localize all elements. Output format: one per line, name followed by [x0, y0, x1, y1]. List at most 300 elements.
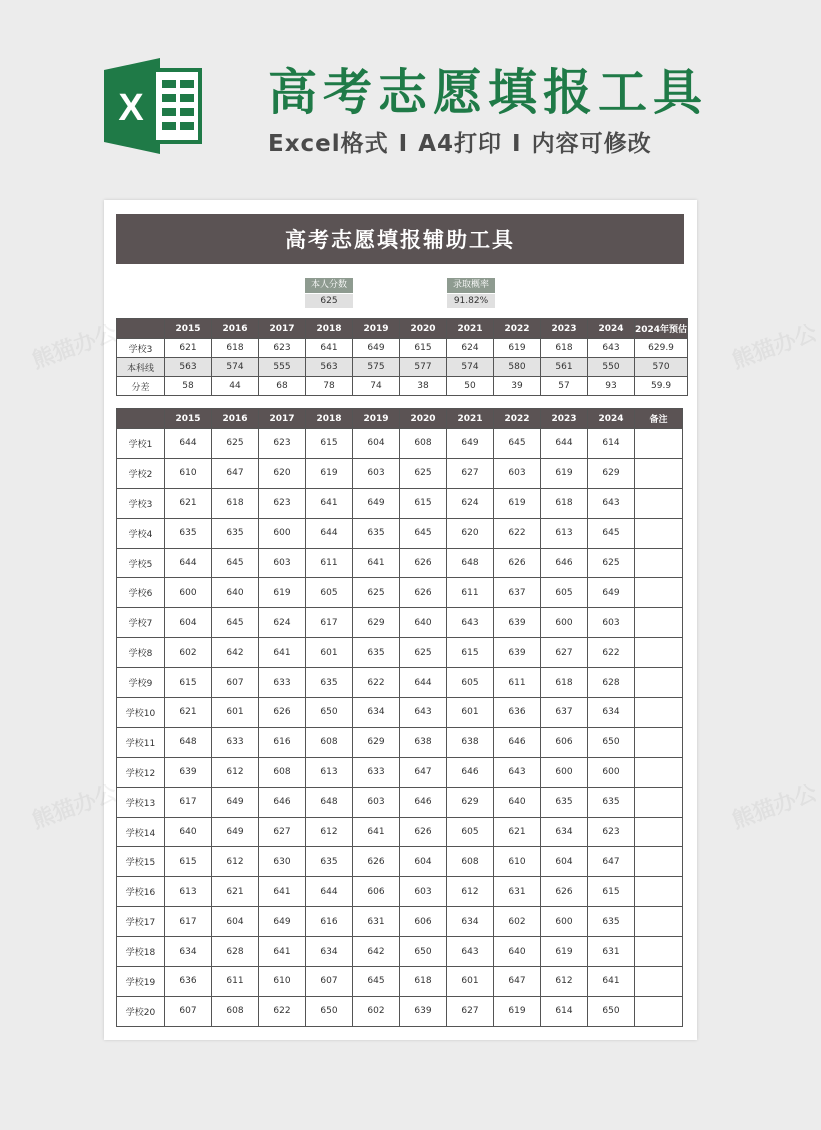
table-cell[interactable]: 619 — [541, 937, 588, 967]
table-cell[interactable]: 646 — [400, 787, 447, 817]
row-label-cell[interactable]: 学校3 — [117, 339, 165, 358]
table-cell[interactable]: 574 — [447, 358, 494, 377]
table-cell[interactable]: 645 — [400, 518, 447, 548]
row-label-cell[interactable]: 学校9 — [117, 668, 165, 698]
table-cell[interactable]: 634 — [588, 698, 635, 728]
table-cell[interactable]: 649 — [212, 817, 259, 847]
table-cell[interactable]: 613 — [165, 877, 212, 907]
row-label-cell[interactable]: 学校5 — [117, 548, 165, 578]
table-cell[interactable]: 600 — [541, 608, 588, 638]
table-cell[interactable]: 626 — [400, 817, 447, 847]
table-cell[interactable]: 645 — [212, 608, 259, 638]
table-cell[interactable]: 615 — [588, 877, 635, 907]
table-cell[interactable]: 621 — [165, 339, 212, 358]
table-cell[interactable]: 617 — [306, 608, 353, 638]
table-cell[interactable] — [635, 608, 683, 638]
table-cell[interactable] — [635, 578, 683, 608]
table-cell[interactable]: 649 — [588, 578, 635, 608]
table-cell[interactable]: 634 — [306, 937, 353, 967]
table-cell[interactable]: 580 — [494, 358, 541, 377]
table-cell[interactable]: 618 — [212, 488, 259, 518]
table-cell[interactable]: 611 — [494, 668, 541, 698]
table-cell[interactable]: 642 — [353, 937, 400, 967]
table-cell[interactable]: 622 — [353, 668, 400, 698]
table-cell[interactable]: 649 — [259, 907, 306, 937]
table-cell[interactable]: 627 — [447, 458, 494, 488]
table-row — [117, 937, 683, 967]
table-cell[interactable]: 633 — [212, 727, 259, 757]
table-cell[interactable]: 649 — [212, 787, 259, 817]
table-cell[interactable]: 644 — [165, 548, 212, 578]
column-header: 2015 — [165, 319, 212, 339]
table-cell[interactable]: 615 — [447, 638, 494, 668]
table-cell[interactable]: 612 — [212, 757, 259, 787]
table-row — [117, 817, 683, 847]
table-cell[interactable]: 603 — [353, 787, 400, 817]
table-cell[interactable]: 631 — [353, 907, 400, 937]
table-cell[interactable]: 644 — [400, 668, 447, 698]
table-cell[interactable]: 635 — [353, 638, 400, 668]
row-label-cell[interactable]: 学校11 — [117, 727, 165, 757]
table-cell[interactable]: 633 — [259, 668, 306, 698]
table-cell[interactable]: 623 — [259, 339, 306, 358]
table-cell[interactable]: 611 — [212, 967, 259, 997]
table-cell[interactable]: 605 — [306, 578, 353, 608]
table-cell[interactable]: 600 — [588, 757, 635, 787]
table-cell[interactable]: 605 — [447, 668, 494, 698]
table-cell[interactable]: 605 — [541, 578, 588, 608]
row-label-cell[interactable]: 学校10 — [117, 698, 165, 728]
table-cell[interactable]: 619 — [259, 578, 306, 608]
table-cell[interactable]: 641 — [259, 877, 306, 907]
table-cell[interactable]: 650 — [400, 937, 447, 967]
table-cell[interactable]: 629 — [588, 458, 635, 488]
table-cell[interactable]: 633 — [353, 757, 400, 787]
table-cell[interactable] — [635, 488, 683, 518]
table-cell[interactable]: 649 — [353, 339, 400, 358]
row-label-cell[interactable]: 学校7 — [117, 608, 165, 638]
table-cell[interactable]: 44 — [212, 377, 259, 396]
table-cell[interactable] — [635, 757, 683, 787]
table-cell[interactable]: 643 — [400, 698, 447, 728]
table-cell[interactable]: 623 — [259, 429, 306, 459]
table-cell[interactable]: 626 — [400, 578, 447, 608]
table-cell[interactable]: 628 — [212, 937, 259, 967]
table-cell[interactable]: 644 — [306, 877, 353, 907]
table-cell[interactable]: 601 — [447, 967, 494, 997]
table-cell[interactable]: 563 — [306, 358, 353, 377]
table-cell[interactable]: 634 — [165, 937, 212, 967]
table-cell[interactable]: 650 — [306, 996, 353, 1026]
subtitle-part: 内容可修改 — [531, 131, 652, 157]
table-cell[interactable]: 600 — [541, 757, 588, 787]
table-cell[interactable]: 639 — [165, 757, 212, 787]
table-cell[interactable]: 603 — [494, 458, 541, 488]
table-cell[interactable]: 626 — [541, 877, 588, 907]
table-cell[interactable]: 618 — [212, 339, 259, 358]
table-cell[interactable]: 610 — [259, 967, 306, 997]
table-cell[interactable]: 638 — [447, 727, 494, 757]
table-cell[interactable]: 636 — [165, 967, 212, 997]
table-cell[interactable]: 649 — [353, 488, 400, 518]
table-cell[interactable]: 610 — [165, 458, 212, 488]
table-cell[interactable] — [635, 907, 683, 937]
table-cell[interactable]: 561 — [541, 358, 588, 377]
table-cell[interactable]: 640 — [400, 608, 447, 638]
table-cell[interactable]: 615 — [400, 339, 447, 358]
table-cell[interactable]: 618 — [400, 967, 447, 997]
table-cell[interactable] — [635, 638, 683, 668]
table-cell[interactable] — [635, 698, 683, 728]
row-label-cell[interactable]: 学校2 — [117, 458, 165, 488]
table-cell[interactable]: 621 — [212, 877, 259, 907]
table-cell[interactable]: 628 — [588, 668, 635, 698]
table-cell[interactable]: 637 — [541, 698, 588, 728]
table-cell[interactable]: 601 — [212, 698, 259, 728]
table-cell[interactable]: 641 — [259, 937, 306, 967]
table-cell[interactable]: 618 — [541, 339, 588, 358]
table-row — [117, 339, 688, 358]
table-cell[interactable]: 641 — [588, 967, 635, 997]
table-cell[interactable]: 629 — [353, 727, 400, 757]
table-cell[interactable]: 646 — [494, 727, 541, 757]
table-cell[interactable]: 643 — [494, 757, 541, 787]
table-cell[interactable]: 635 — [353, 518, 400, 548]
table-cell[interactable]: 604 — [212, 907, 259, 937]
table-cell[interactable]: 39 — [494, 377, 541, 396]
row-label-cell[interactable]: 学校17 — [117, 907, 165, 937]
table-cell[interactable] — [635, 847, 683, 877]
column-header: 2021 — [447, 319, 494, 339]
table-cell[interactable]: 570 — [635, 358, 688, 377]
table-cell[interactable]: 611 — [306, 548, 353, 578]
table-cell[interactable]: 602 — [165, 638, 212, 668]
excel-logo-icon — [104, 58, 204, 154]
table-cell[interactable]: 645 — [494, 429, 541, 459]
table-cell[interactable]: 605 — [447, 817, 494, 847]
table-cell[interactable]: 610 — [494, 847, 541, 877]
table-cell[interactable]: 650 — [588, 996, 635, 1026]
table-cell[interactable]: 643 — [447, 608, 494, 638]
table-cell[interactable]: 650 — [306, 698, 353, 728]
table-cell[interactable]: 648 — [165, 727, 212, 757]
table-cell[interactable]: 626 — [400, 548, 447, 578]
table-cell[interactable]: 640 — [165, 817, 212, 847]
table-cell[interactable]: 59.9 — [635, 377, 688, 396]
table-cell[interactable]: 621 — [165, 488, 212, 518]
table-cell[interactable] — [635, 877, 683, 907]
table-cell[interactable]: 600 — [541, 907, 588, 937]
table-cell[interactable]: 635 — [306, 847, 353, 877]
table-cell[interactable]: 646 — [259, 787, 306, 817]
table-cell[interactable]: 622 — [588, 638, 635, 668]
table-cell[interactable]: 621 — [165, 698, 212, 728]
table-cell[interactable]: 603 — [259, 548, 306, 578]
table-cell[interactable]: 639 — [494, 638, 541, 668]
table-cell[interactable]: 625 — [400, 458, 447, 488]
table-cell[interactable]: 643 — [588, 339, 635, 358]
history-table — [116, 408, 683, 1027]
table-cell[interactable]: 615 — [165, 668, 212, 698]
table-cell[interactable]: 631 — [588, 937, 635, 967]
watermark: 熊猫办公 — [729, 780, 821, 835]
table-cell[interactable]: 648 — [447, 548, 494, 578]
table-cell[interactable]: 625 — [353, 578, 400, 608]
table-cell[interactable]: 616 — [259, 727, 306, 757]
row-label-cell[interactable]: 学校6 — [117, 578, 165, 608]
table-cell[interactable]: 645 — [353, 967, 400, 997]
row-label-cell[interactable]: 学校16 — [117, 877, 165, 907]
table-row — [117, 787, 683, 817]
table-cell[interactable] — [635, 967, 683, 997]
table-cell[interactable]: 646 — [541, 548, 588, 578]
table-cell[interactable]: 607 — [165, 996, 212, 1026]
table-cell[interactable]: 645 — [212, 548, 259, 578]
table-cell[interactable]: 635 — [165, 518, 212, 548]
row-label-cell[interactable]: 学校19 — [117, 967, 165, 997]
table-cell[interactable]: 647 — [212, 458, 259, 488]
row-label-cell[interactable]: 学校18 — [117, 937, 165, 967]
table-cell[interactable]: 613 — [306, 757, 353, 787]
table-cell[interactable]: 614 — [588, 429, 635, 459]
table-cell[interactable]: 631 — [494, 877, 541, 907]
table-cell[interactable]: 619 — [541, 458, 588, 488]
table-cell[interactable]: 608 — [306, 727, 353, 757]
table-cell[interactable] — [635, 429, 683, 459]
row-label-cell[interactable]: 学校20 — [117, 996, 165, 1026]
table-cell[interactable]: 563 — [165, 358, 212, 377]
table-cell[interactable]: 626 — [494, 548, 541, 578]
table-cell[interactable]: 612 — [447, 877, 494, 907]
table-cell[interactable]: 639 — [494, 608, 541, 638]
table-cell[interactable]: 622 — [259, 996, 306, 1026]
table-row — [117, 518, 683, 548]
table-cell[interactable]: 640 — [494, 937, 541, 967]
table-cell[interactable]: 607 — [212, 668, 259, 698]
watermark: 熊猫办公 — [29, 780, 121, 835]
table-cell[interactable]: 613 — [541, 518, 588, 548]
table-cell[interactable]: 635 — [588, 907, 635, 937]
table-cell[interactable]: 50 — [447, 377, 494, 396]
table-cell[interactable]: 625 — [588, 548, 635, 578]
table-cell[interactable]: 635 — [212, 518, 259, 548]
table-cell[interactable]: 624 — [447, 339, 494, 358]
row-label-cell[interactable]: 学校8 — [117, 638, 165, 668]
table-cell[interactable]: 38 — [400, 377, 447, 396]
table-cell[interactable]: 608 — [447, 847, 494, 877]
rate-value: 91.82% — [447, 294, 495, 308]
table-cell[interactable]: 612 — [306, 817, 353, 847]
table-row — [117, 458, 683, 488]
table-cell[interactable]: 644 — [306, 518, 353, 548]
column-header: 2016 — [212, 319, 259, 339]
table-cell[interactable]: 607 — [306, 967, 353, 997]
score-value[interactable]: 625 — [305, 294, 353, 308]
table-cell[interactable]: 648 — [306, 787, 353, 817]
table-cell[interactable]: 615 — [400, 488, 447, 518]
table-cell[interactable]: 608 — [400, 429, 447, 459]
table-cell[interactable]: 641 — [306, 339, 353, 358]
row-label-cell[interactable]: 学校15 — [117, 847, 165, 877]
table-cell[interactable]: 649 — [447, 429, 494, 459]
table-cell[interactable] — [635, 817, 683, 847]
table-cell[interactable]: 603 — [588, 608, 635, 638]
table-cell[interactable] — [635, 787, 683, 817]
table-cell[interactable]: 640 — [494, 787, 541, 817]
row-label-cell[interactable]: 学校4 — [117, 518, 165, 548]
table-cell[interactable] — [635, 458, 683, 488]
table-cell[interactable]: 604 — [353, 429, 400, 459]
table-cell[interactable]: 625 — [212, 429, 259, 459]
table-cell[interactable]: 606 — [541, 727, 588, 757]
table-cell[interactable]: 642 — [212, 638, 259, 668]
row-label-cell[interactable]: 学校1 — [117, 429, 165, 459]
table-cell[interactable]: 68 — [259, 377, 306, 396]
table-cell[interactable]: 57 — [541, 377, 588, 396]
table-cell[interactable]: 630 — [259, 847, 306, 877]
table-cell[interactable]: 635 — [541, 787, 588, 817]
table-cell[interactable]: 643 — [447, 937, 494, 967]
table-cell[interactable]: 611 — [447, 578, 494, 608]
watermark: 熊猫办公 — [729, 320, 821, 375]
table-cell[interactable]: 638 — [400, 727, 447, 757]
table-cell[interactable]: 58 — [165, 377, 212, 396]
table-cell[interactable]: 603 — [353, 458, 400, 488]
table-cell[interactable]: 619 — [306, 458, 353, 488]
table-cell[interactable]: 621 — [494, 817, 541, 847]
table-cell[interactable]: 608 — [212, 996, 259, 1026]
table-cell[interactable] — [635, 937, 683, 967]
table-cell[interactable]: 635 — [306, 668, 353, 698]
table-cell[interactable]: 645 — [588, 518, 635, 548]
table-cell[interactable]: 604 — [541, 847, 588, 877]
table-cell[interactable]: 629.9 — [635, 339, 688, 358]
table-cell[interactable]: 617 — [165, 907, 212, 937]
table-cell[interactable]: 74 — [353, 377, 400, 396]
table-cell[interactable]: 600 — [165, 578, 212, 608]
table-cell[interactable]: 550 — [588, 358, 635, 377]
table-cell[interactable]: 643 — [588, 488, 635, 518]
table-cell[interactable]: 618 — [541, 488, 588, 518]
column-header: 2020 — [400, 319, 447, 339]
table-cell[interactable]: 612 — [212, 847, 259, 877]
table-cell[interactable]: 634 — [541, 817, 588, 847]
column-header: 2018 — [306, 319, 353, 339]
table-cell[interactable]: 623 — [588, 817, 635, 847]
table-cell[interactable] — [635, 996, 683, 1026]
table-cell[interactable]: 624 — [447, 488, 494, 518]
table-cell[interactable]: 637 — [494, 578, 541, 608]
table-cell[interactable]: 616 — [306, 907, 353, 937]
table-cell[interactable]: 626 — [353, 847, 400, 877]
table-cell[interactable]: 612 — [541, 967, 588, 997]
table-cell[interactable]: 603 — [400, 877, 447, 907]
table-row — [117, 668, 683, 698]
table-cell[interactable]: 606 — [400, 907, 447, 937]
table-cell[interactable]: 608 — [259, 757, 306, 787]
table-cell[interactable]: 644 — [541, 429, 588, 459]
table-cell[interactable]: 634 — [353, 698, 400, 728]
table-cell[interactable]: 602 — [494, 907, 541, 937]
column-header: 2017 — [259, 319, 306, 339]
row-label-cell[interactable]: 学校13 — [117, 787, 165, 817]
table-cell[interactable]: 619 — [494, 339, 541, 358]
table-cell[interactable]: 629 — [353, 608, 400, 638]
table-cell[interactable]: 636 — [494, 698, 541, 728]
table-cell[interactable]: 620 — [447, 518, 494, 548]
table-cell[interactable] — [635, 668, 683, 698]
row-label-cell[interactable]: 学校3 — [117, 488, 165, 518]
table-cell[interactable] — [635, 548, 683, 578]
table-cell[interactable]: 639 — [400, 996, 447, 1026]
table-cell[interactable]: 622 — [494, 518, 541, 548]
column-header: 备注 — [635, 409, 683, 429]
table-cell[interactable]: 627 — [259, 817, 306, 847]
table-cell[interactable]: 602 — [353, 996, 400, 1026]
table-cell[interactable]: 604 — [165, 608, 212, 638]
table-cell[interactable]: 629 — [447, 787, 494, 817]
table-cell[interactable]: 93 — [588, 377, 635, 396]
table-cell[interactable]: 606 — [353, 877, 400, 907]
table-cell[interactable]: 601 — [447, 698, 494, 728]
table-cell[interactable]: 641 — [259, 638, 306, 668]
table-cell[interactable]: 646 — [447, 757, 494, 787]
table-cell[interactable]: 555 — [259, 358, 306, 377]
table-cell[interactable]: 577 — [400, 358, 447, 377]
table-cell[interactable]: 575 — [353, 358, 400, 377]
table-cell[interactable]: 641 — [353, 817, 400, 847]
table-cell[interactable]: 627 — [541, 638, 588, 668]
row-label-cell[interactable]: 本科线 — [117, 358, 165, 377]
table-cell[interactable]: 615 — [165, 847, 212, 877]
table-cell[interactable]: 647 — [588, 847, 635, 877]
row-label-cell[interactable]: 学校12 — [117, 757, 165, 787]
table-cell[interactable]: 574 — [212, 358, 259, 377]
column-header: 2023 — [541, 409, 588, 429]
table-cell[interactable]: 618 — [541, 668, 588, 698]
table-cell[interactable]: 623 — [259, 488, 306, 518]
table-cell[interactable]: 626 — [259, 698, 306, 728]
table-cell[interactable]: 635 — [588, 787, 635, 817]
table-cell[interactable]: 640 — [212, 578, 259, 608]
table-cell[interactable]: 600 — [259, 518, 306, 548]
table-cell[interactable]: 625 — [400, 638, 447, 668]
table-cell[interactable]: 617 — [165, 787, 212, 817]
table-cell[interactable]: 647 — [400, 757, 447, 787]
table-cell[interactable]: 627 — [447, 996, 494, 1026]
row-label-cell[interactable]: 学校14 — [117, 817, 165, 847]
table-cell[interactable]: 604 — [400, 847, 447, 877]
table-cell[interactable]: 624 — [259, 608, 306, 638]
table-cell[interactable]: 601 — [306, 638, 353, 668]
column-header: 2018 — [306, 409, 353, 429]
table-cell[interactable]: 650 — [588, 727, 635, 757]
table-cell[interactable]: 644 — [165, 429, 212, 459]
table-cell[interactable]: 619 — [494, 488, 541, 518]
table-cell[interactable]: 619 — [494, 996, 541, 1026]
table-cell[interactable]: 615 — [306, 429, 353, 459]
table-cell[interactable] — [635, 727, 683, 757]
row-label-cell[interactable]: 分差 — [117, 377, 165, 396]
table-cell[interactable]: 634 — [447, 907, 494, 937]
table-cell[interactable] — [635, 518, 683, 548]
table-cell[interactable]: 620 — [259, 458, 306, 488]
table-cell[interactable]: 614 — [541, 996, 588, 1026]
table-cell[interactable]: 641 — [306, 488, 353, 518]
table-cell[interactable]: 647 — [494, 967, 541, 997]
table-cell[interactable]: 78 — [306, 377, 353, 396]
table-cell[interactable]: 641 — [353, 548, 400, 578]
